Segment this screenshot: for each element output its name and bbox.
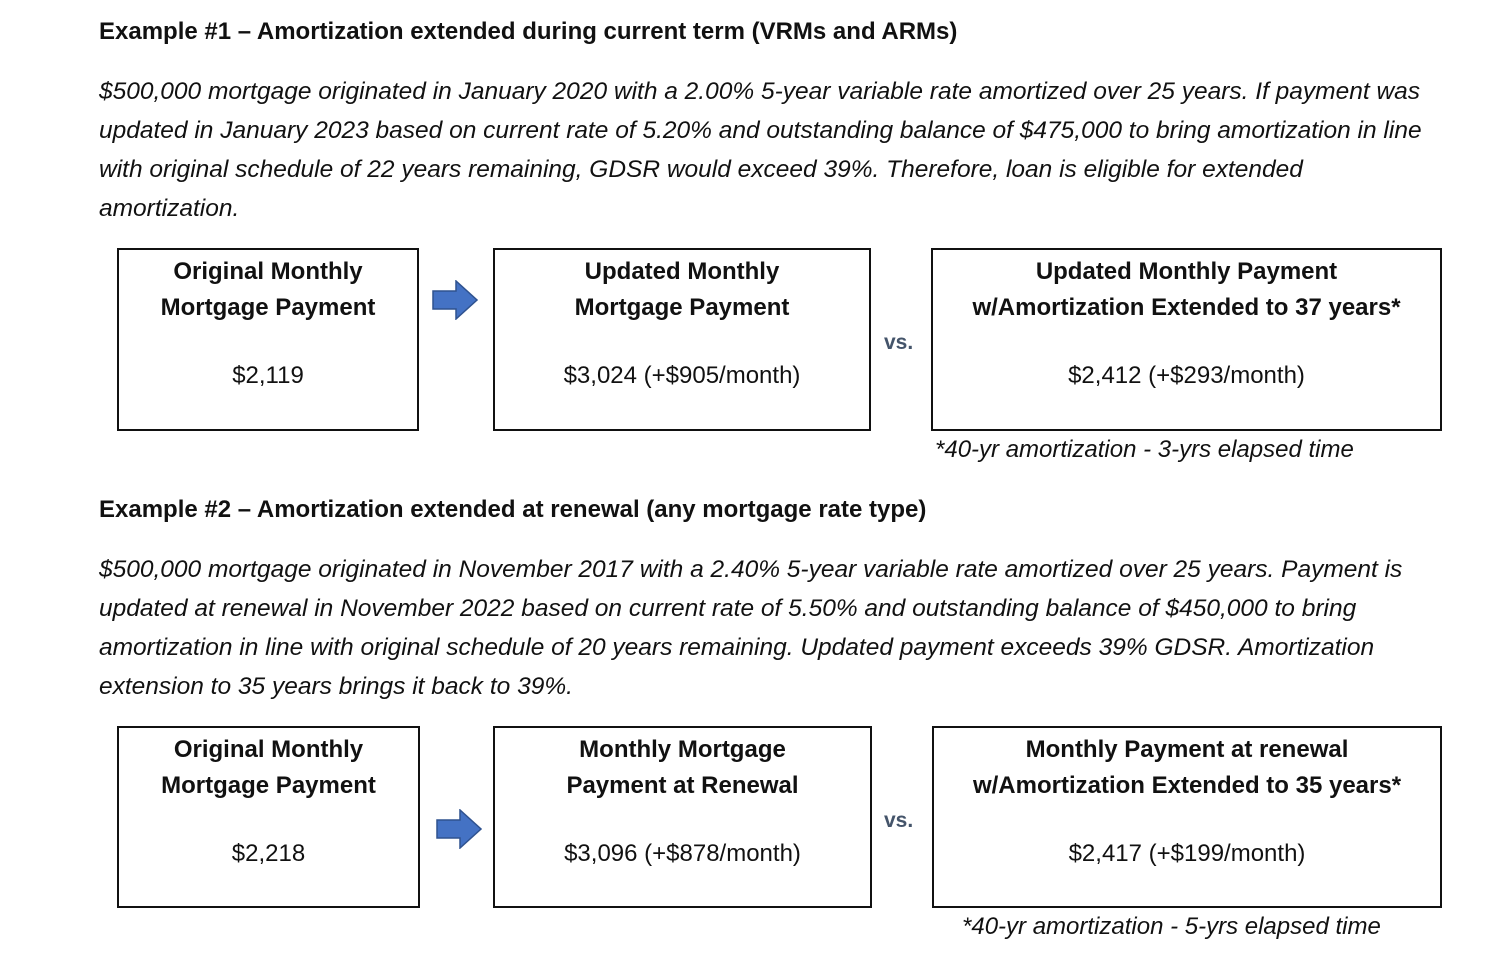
example1-extended-payment-box xyxy=(931,248,1442,431)
example1-original-payment-title: Original Monthly Mortgage Payment xyxy=(160,258,376,321)
example1-paragraph: $500,000 mortgage originated in January 2020 with a 2.00% 5-year variable rate amortized over 25 years. If payment was updated in January 2023 based on current rate of 5.20% and outstanding balance of $475,000 to bring amortization in line with original schedule of 22 years remaining, GDSR would exceed 39%. Therefore, loan is eligible for extended amortization. xyxy=(99,78,1422,222)
example2-original-payment-box xyxy=(117,726,420,908)
example1-extended-payment-value: $2,412 (+$293/month) xyxy=(1068,362,1305,389)
right-arrow-icon xyxy=(432,280,478,320)
example2-renewal-payment-title: Monthly Mortgage Payment at Renewal xyxy=(566,736,799,799)
example2-original-payment-value: $2,218 xyxy=(231,840,306,867)
example2-heading: Example #2 – Amortization extended at renewal (any mortgage rate type) xyxy=(99,496,927,523)
example1-updated-payment-title: Updated Monthly Mortgage Payment xyxy=(574,258,790,321)
example1-updated-payment-value: $3,024 (+$905/month) xyxy=(563,362,801,389)
example2-footnote: *40-yr amortization - 5-yrs elapsed time xyxy=(962,913,1381,940)
example2-paragraph: $500,000 mortgage originated in November 2017 with a 2.40% 5-year variable rate amortized over 25 years. Payment is updated at renewal in November 2022 based on current rate of 5.50% and outstanding balance of $450,000 to bring amortization in line with original schedule of 20 years remaining. Updated payment exceeds 39% GDSR. Amortization extension to 35 years brings it back to 39%. xyxy=(99,556,1403,700)
example1-extended-payment-title: Updated Monthly Payment w/Amortization Extended to 37 years* xyxy=(972,258,1401,321)
example1-heading: Example #1 – Amortization extended during current term (VRMs and ARMs) xyxy=(99,18,958,45)
example1-updated-payment-box xyxy=(493,248,871,431)
example2-renewal-payment-box xyxy=(493,726,872,908)
example2-extended-payment-title: Monthly Payment at renewal w/Amortization Extended to 35 years* xyxy=(972,736,1402,799)
right-arrow-icon xyxy=(436,809,482,849)
example1-original-payment-box xyxy=(117,248,419,431)
example2-original-payment-title: Original Monthly Mortgage Payment xyxy=(161,736,376,799)
example2-renewal-payment-value: $3,096 (+$878/month) xyxy=(564,840,801,867)
example2-vs-label: vs. xyxy=(884,809,914,832)
example1-vs-label: vs. xyxy=(884,331,914,354)
example2-extended-payment-box xyxy=(932,726,1442,908)
example1-footnote: *40-yr amortization - 3-yrs elapsed time xyxy=(935,436,1354,463)
example1-original-payment-value: $2,119 xyxy=(232,362,304,389)
example2-extended-payment-value: $2,417 (+$199/month) xyxy=(1068,840,1306,867)
